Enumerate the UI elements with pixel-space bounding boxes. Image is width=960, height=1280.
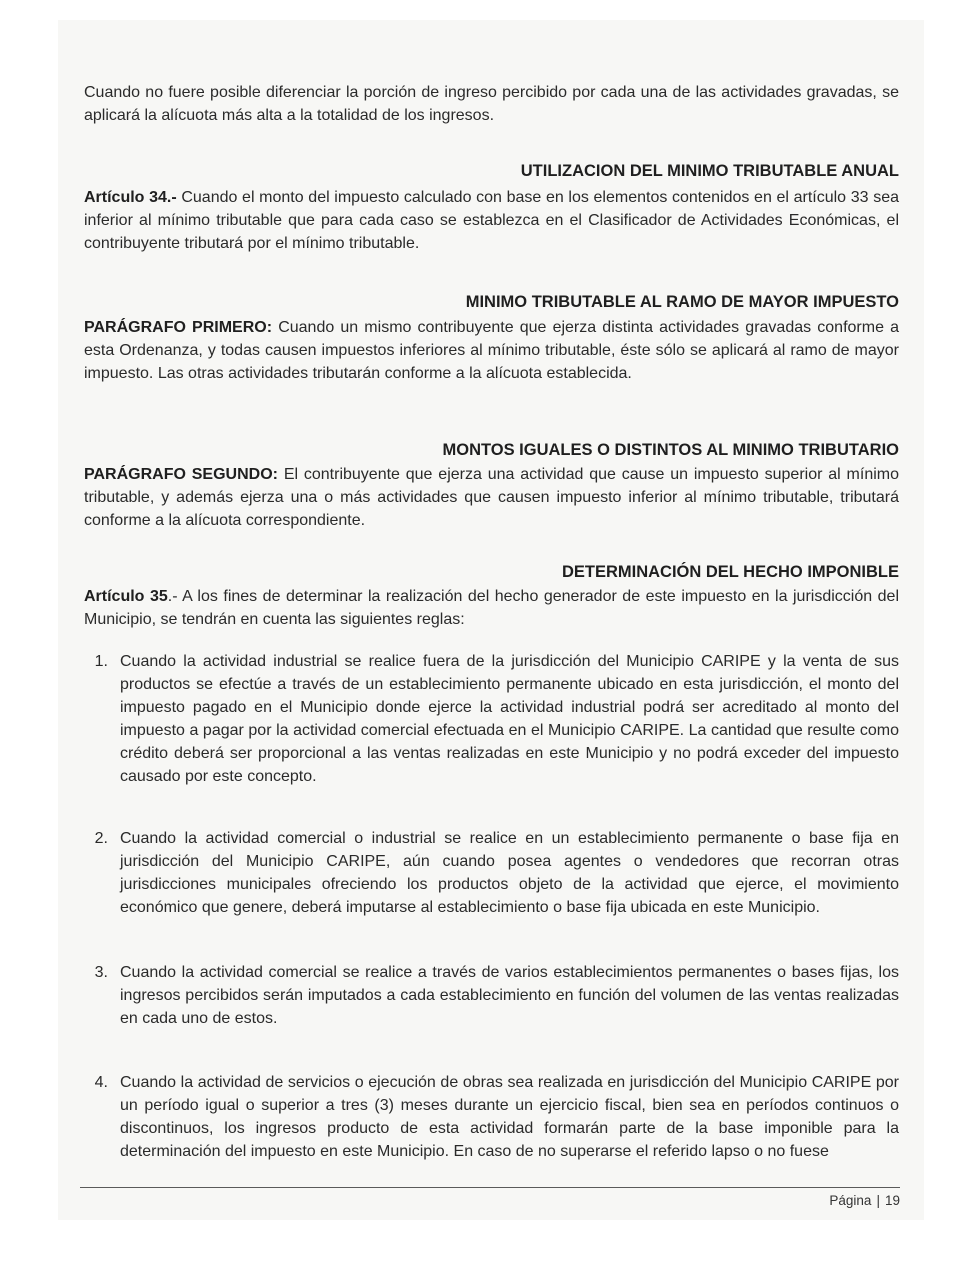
footer-page-number: 19: [884, 1193, 900, 1208]
list-item-text: Cuando la actividad industrial se realice fuera de la jurisdicción del Municipio CARIPE y la venta de sus productos se efectúe a través de un establecimiento permanente ubicado en esta jurisdicción, el monto del impuesto pagado en el Municipio donde ejerce la actividad industrial podrá ser acreditado al monto del impuesto a pagar por la actividad comercial efectuada en el Municipio CARIPE. La cantidad que resulte como crédito deberá ser proporcional a las ventas realizadas en este Municipio y no podrá exceder del impuesto causado por este concepto.: [120, 653, 899, 785]
intro-paragraph: Cuando no fuere posible diferenciar la porción de ingreso percibido por cada una de las actividades gravadas, se aplicará la alícuota más alta a la totalidad de los ingresos.: [84, 84, 899, 124]
paragrafo-segundo-lead: PARÁGRAFO SEGUNDO:: [84, 466, 278, 483]
paragrafo-primero-paragraph: [84, 316, 899, 385]
article-34-text: Cuando el monto del impuesto calculado con base en los elementos contenidos en el artículo 33 sea inferior al mínimo tributable que para cada caso se establezca en el Clasificador de Actividades Económicas, el contribuyente tributará por el mínimo tributable.: [84, 189, 899, 252]
list-item-text: Cuando la actividad comercial se realice a través de varios establecimientos permanentes o bases fijas, los ingresos percibidos serán imputados a cada establecimiento en función del volumen de las ventas realizadas en cada uno de estos.: [120, 964, 899, 1027]
list-item-text: Cuando la actividad comercial o industrial se realice en un establecimiento permanente o base fija en jurisdicción del Municipio CARIPE, aún cuando posea agentes o vendedores que recorran otras jurisdicciones municipales ofreciendo los productos objeto de la actividad que ejerce, el movimiento económico que genere, deberá imputarse al establecimiento o base fija ubicada en este Municipio.: [120, 830, 899, 916]
list-item: [94, 961, 899, 1030]
list-item: [94, 1071, 899, 1163]
footer-divider: [80, 1187, 900, 1188]
list-item: [94, 650, 899, 788]
section-heading-montos: MONTOS IGUALES O DISTINTOS AL MINIMO TRIBUTARIO: [442, 441, 899, 459]
footer-page-label: Página: [829, 1193, 872, 1208]
list-item-number: 2.: [94, 830, 108, 847]
list-item: [94, 827, 899, 919]
article-35-lead: Artículo 35: [84, 588, 168, 605]
list-item-number: 3.: [94, 964, 108, 981]
list-item-number: 1.: [94, 653, 108, 670]
article-35-text: .- A los fines de determinar la realización del hecho generador de este impuesto en la jurisdicción del Municipio, se tendrán en cuenta las siguientes reglas:: [84, 588, 899, 628]
section-heading-hecho-imponible: DETERMINACIÓN DEL HECHO IMPONIBLE: [561, 563, 899, 581]
article-35-paragraph: [84, 585, 899, 631]
paragrafo-primero-text: Cuando un mismo contribuyente que ejerza distinta actividades gravadas conforme a esta Ordenanza, y todas causen impuestos inferiores al mínimo tributable, éste sólo se aplicará al ramo de mayor impuesto. Las otras actividades tributarán conforme a la alícuota establecida.: [84, 319, 899, 382]
paragrafo-segundo-text: El contribuyente que ejerza una actividad que cause un impuesto superior al mínimo tributable, y además ejerza una o más actividades que causen impuesto inferior al mínimo tributable, tributará conforme a la alícuota correspondiente.: [84, 466, 900, 529]
paragrafo-primero-lead: PARÁGRAFO PRIMERO:: [84, 319, 273, 336]
article-34-paragraph: [84, 186, 899, 255]
list-item-text: Cuando la actividad de servicios o ejecución de obras sea realizada en jurisdicción del Municipio CARIPE por un período igual o superior a tres (3) meses durante un ejercicio fiscal, bien sea en períodos continuos o discontinuos, los ingresos producto de esta actividad formarán parte de la base imponible para la determinación del impuesto en este Municipio. En caso de no superarse el referido lapso o no fuese: [120, 1074, 899, 1160]
section-heading-minimo-anual: UTILIZACION DEL MINIMO TRIBUTABLE ANUAL: [520, 162, 899, 180]
paragrafo-segundo-paragraph: [84, 463, 899, 532]
footer-separator: |: [876, 1193, 880, 1208]
list-item-number: 4.: [94, 1074, 108, 1091]
article-34-lead: Artículo 34.-: [84, 189, 177, 206]
page-footer: [829, 1193, 900, 1208]
document-page: [58, 20, 924, 1220]
section-heading-ramo-mayor: MINIMO TRIBUTABLE AL RAMO DE MAYOR IMPUESTO: [465, 293, 899, 311]
